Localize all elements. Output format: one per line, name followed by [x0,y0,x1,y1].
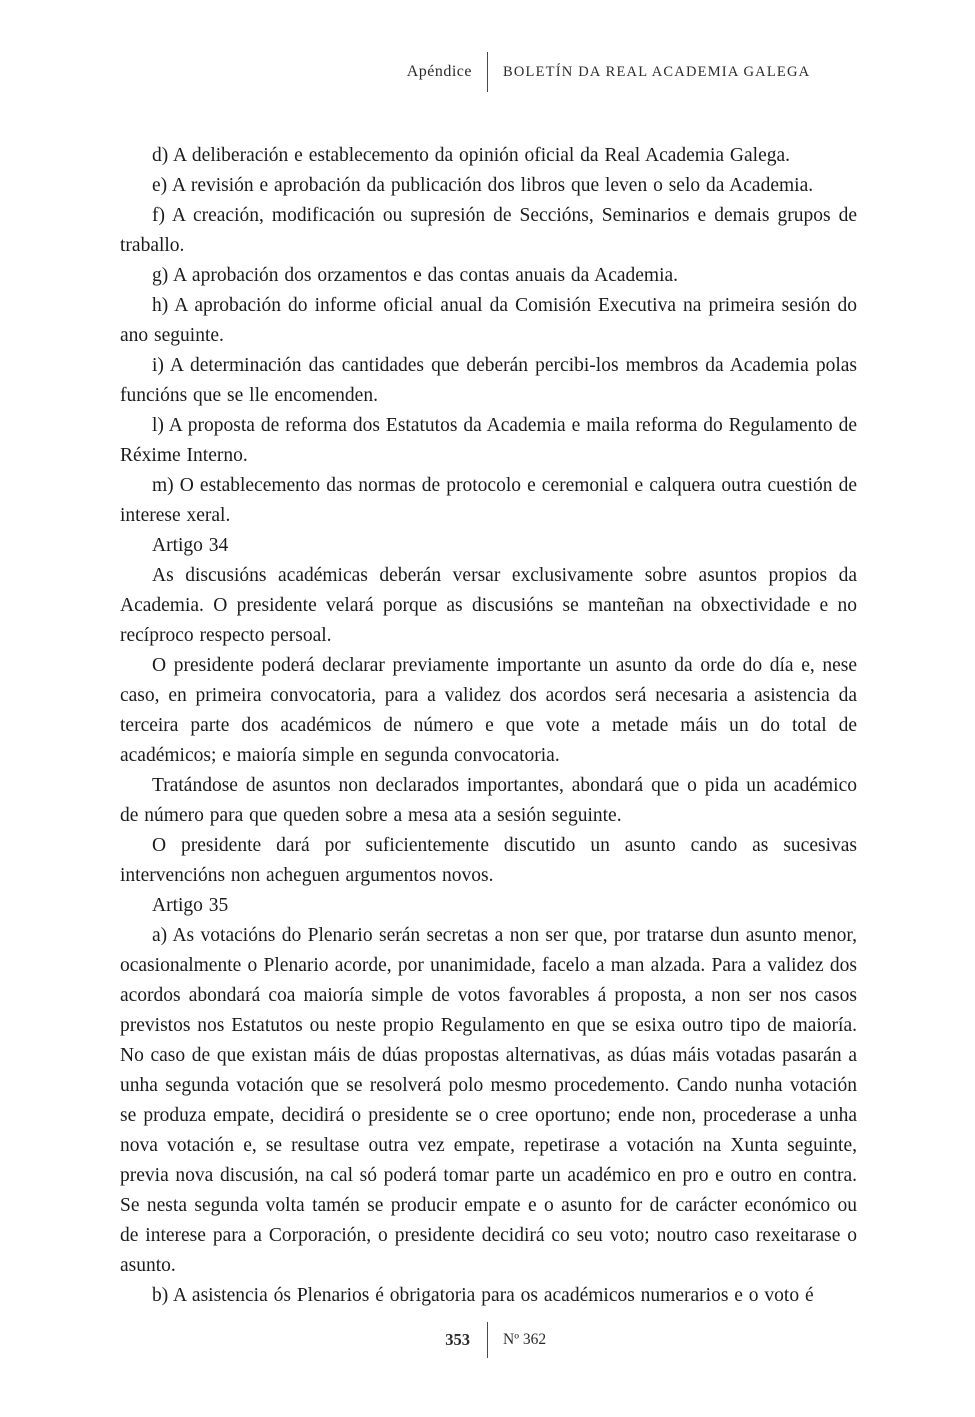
footer-issue-number: Nº 362 [503,1331,547,1348]
paragraph-item-b: b) A asistencia ós Plenarios é obrigatoria para os académicos numerarios e o voto é [152,1285,814,1306]
paragraph-item-a: a) As votacións do Plenario serán secretas a non ser que, por tratarse dun asunto menor, ocasionalmente o Plenario acorde, por unanimidade, facelo a man alzada. Para a validez dos acordos abondará coa maioría simple de votos favorables á proposta, a non ser nos casos previstos nos Estatutos ou neste propio Regulamento en que se esixa outro tipo de maioría. No caso de que existan máis de dúas propostas alternativas, as dúas máis votadas pasarán a unha segunda votación que se resolverá polo mesmo procedemento. Cando nunha votación se produza empate, decidirá o presidente se o cree oportuno; ende non, procederase a unha nova votación e, se resultase outra vez empate, repetirase a votación na Xunta seguinte, previa nova discusión, na cal só poderá tomar parte un académico en pro e outro en contra. Se nesta segunda volta tamén se producir empate e o asunto for de carácter económico ou de interese para a Corporación, o presidente decidirá co seu voto; noutro caso rexeitarase o asunto. [120,925,857,1276]
page-header [0,52,975,92]
paragraph-item-g: g) A aprobación dos orzamentos e das contas anuais da Academia. [152,265,679,286]
paragraph-item-e: e) A revisión e aprobación da publicación dos libros que leven o selo da Academia. [152,175,814,196]
header-section-title: Apéndice [406,63,472,80]
header-journal-title: BOLETÍN DA REAL ACADEMIA GALEGA [503,63,811,80]
article-heading-34: Artigo 34 [152,535,229,556]
footer-page-number: 353 [445,1330,470,1349]
article-heading-35: Artigo 35 [152,895,229,916]
paragraph: O presidente dará por suficientemente discutido un asunto cando as sucesivas intervencións non acheguen argumentos novos. [120,835,857,886]
paragraph: As discusións académicas deberán versar exclusivamente sobre asuntos propios da Academia. O presidente velará porque as discusións se manteñan na obxectividade e no recíproco respecto persoal. [120,565,857,646]
paragraph-item-d: d) A deliberación e establecemento da opinión oficial da Real Academia Galega. [152,145,790,166]
page-body-text [120,141,857,1311]
paragraph-item-f: f) A creación, modificación ou supresión de Seccións, Seminarios e demais grupos de traballo. [120,205,857,256]
paragraph: O presidente poderá declarar previamente importante un asunto da orde do día e, nese caso, en primeira convocatoria, para a validez dos acordos será necesaria a asistencia da terceira parte dos académicos de número e que vote a metade máis un do total de académicos; e maioría simple en segunda convocatoria. [120,655,857,766]
paragraph-item-i: i) A determinación das cantidades que deberán percibi-los membros da Academia polas funcións que se lle encomenden. [120,355,857,406]
paragraph: Tratándose de asuntos non declarados importantes, abondará que o pida un académico de número para que queden sobre a mesa ata a sesión seguinte. [120,775,857,826]
paragraph-item-h: h) A aprobación do informe oficial anual da Comisión Executiva na primeira sesión do ano seguinte. [120,295,857,346]
paragraph-item-m: m) O establecemento das normas de protocolo e ceremonial e calquera outra cuestión de interese xeral. [120,475,857,526]
paragraph-item-l: l) A proposta de reforma dos Estatutos da Academia e maila reforma do Regulamento de Réxime Interno. [120,415,857,466]
page-footer [0,1322,975,1358]
